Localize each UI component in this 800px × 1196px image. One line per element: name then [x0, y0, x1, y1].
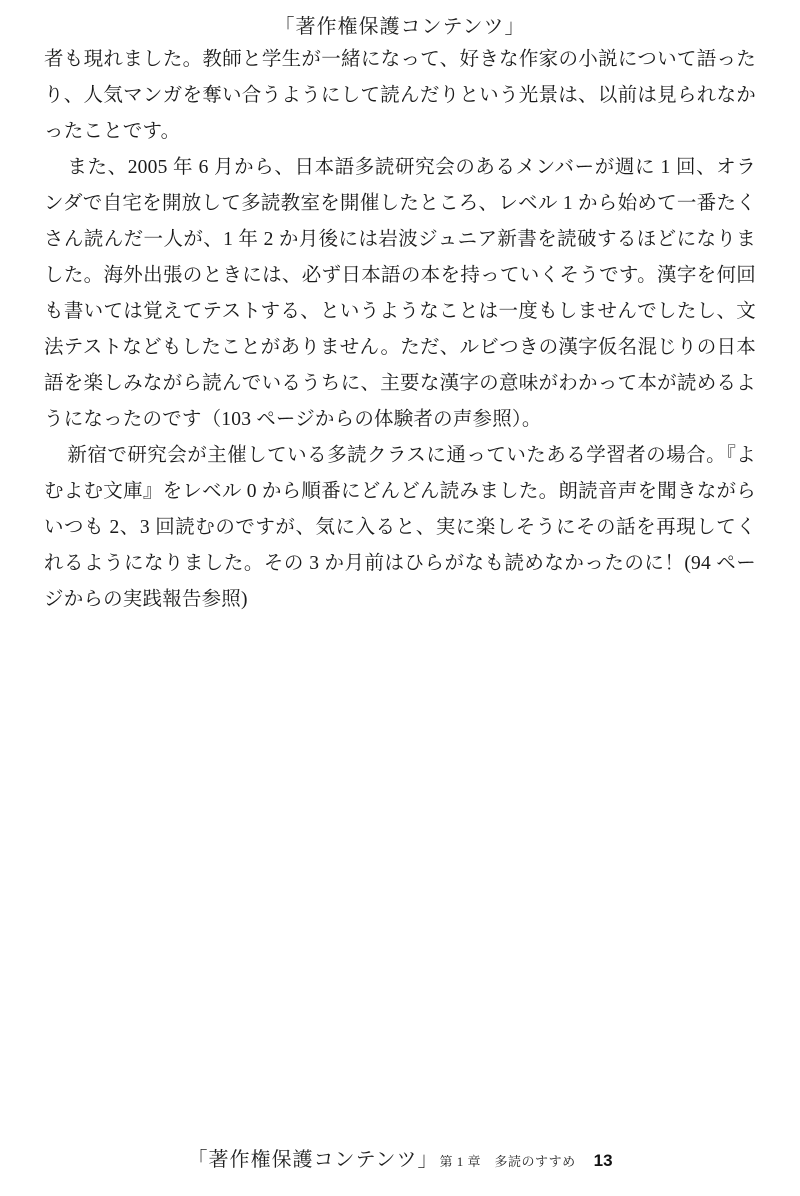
paragraph: 新宿で研究会が主催している多読クラスに通っていたある学習者の場合。『よむよむ文庫』をレベル 0 から順番にどんどん読みました。朗読音声を聞きながらいつも 2、3 回読むのですが、気に入ると、実に楽しそうにその話を再現してくれるようになりました。その 3 か月前はひらがなも読めなかったのに！(94 ページからの実践報告参照): [44, 445, 756, 610]
paragraph: また、2005 年 6 月から、日本語多読研究会のあるメンバーが週に 1 回、オランダで自宅を開放して多読教室を開催したところ、レベル 1 から始めて一番たくさん読んだ一人が、1 年 2 か月後には岩波ジュニア新書を読破するほどになりました。海外出張のときには、必ず日本語の本を持っていくそうです。漢字を何回も書いては覚えてテストする、というようなことは一度もしませんでしたし、文法テストなどもしたことがありません。ただ、ルビつきの漢字仮名混じりの日本語を楽しみながら読んでいるうちに、主要な漢字の意味がわかって本が読めるようになったのです（103 ページからの体験者の声参照）。: [44, 157, 756, 430]
paragraph: 者も現れました。教師と学生が一緒になって、好きな作家の小説について語ったり、人気マンガを奪い合うようにして読んだりという光景は、以前は見られなかったことです。: [44, 49, 756, 142]
page-number: 13: [593, 1151, 613, 1170]
footer-watermark: 「著作権保護コンテンツ」: [187, 1149, 439, 1171]
header-watermark: 「著作権保護コンテンツ」: [274, 16, 526, 38]
footer-inner: [187, 1143, 612, 1172]
page-footer: [0, 1143, 800, 1172]
body-text: [44, 42, 756, 618]
footer-chapter-label: 第 1 章 多読のすすめ: [439, 1154, 576, 1169]
